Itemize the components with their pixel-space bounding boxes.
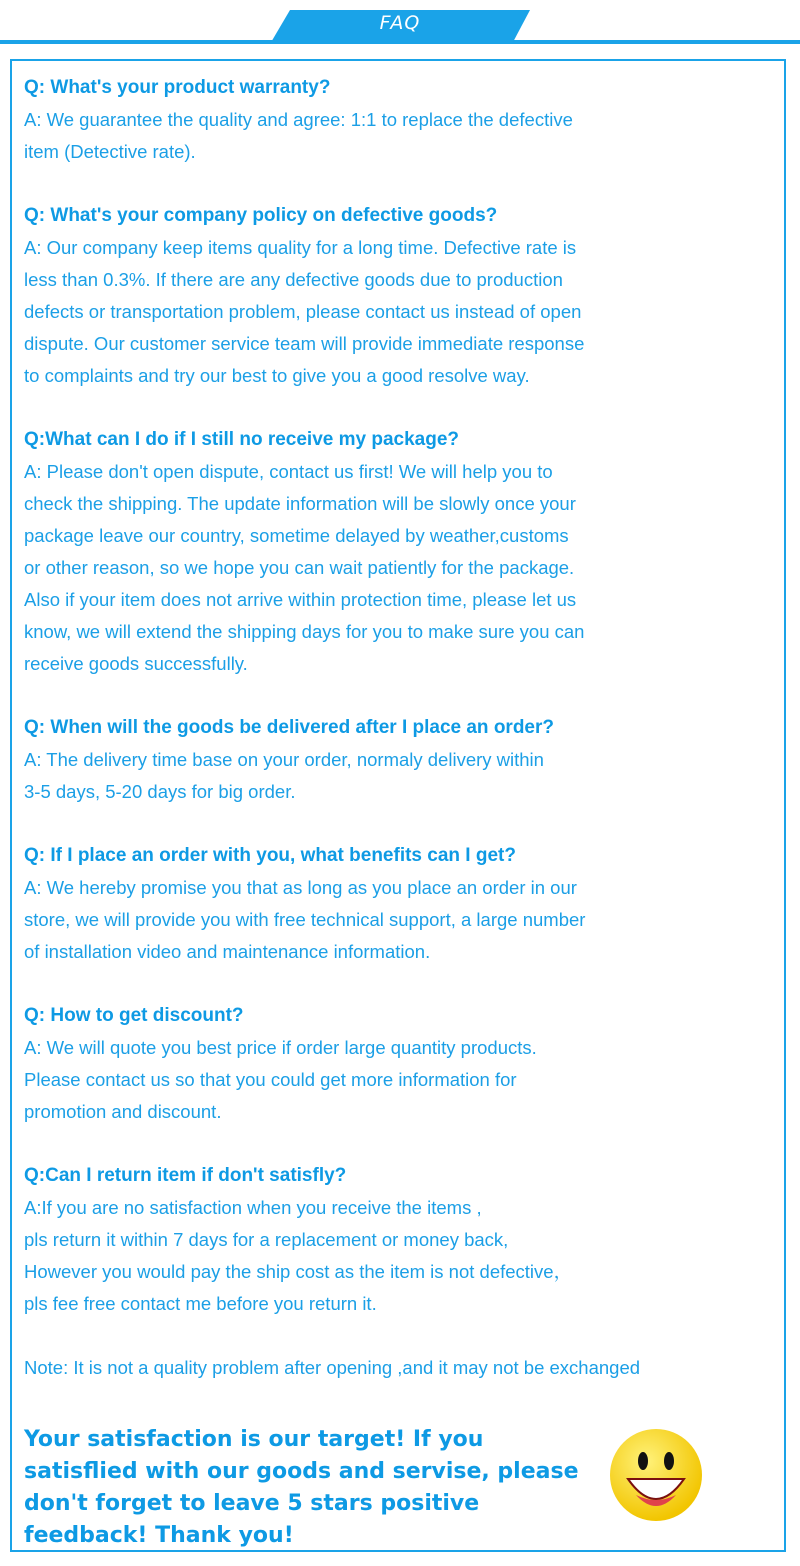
faq-question: Q: How to get discount? [24, 1005, 244, 1026]
faq-question: Q: When will the goods be delivered after I place an order? [24, 717, 554, 738]
faq-item [24, 1160, 764, 1320]
faq-list [24, 72, 764, 1384]
faq-answer: A: We will quote you best price if order large quantity products. Please contact us so that you could get more information for promotion and discount. [24, 1037, 537, 1122]
faq-question: Q: What's your company policy on defective goods? [24, 205, 498, 226]
header-title: FAQ [379, 12, 421, 34]
faq-question: Q:What can I do if I still no receive my package? [24, 429, 460, 450]
faq-item [24, 1000, 764, 1128]
faq-item [24, 200, 764, 392]
faq-answer: A:If you are no satisfaction when you receive the items , pls return it within 7 days for a replacement or money back, However you would pay the ship cost as the item is not defective， pls fee free contact me before you return it. [24, 1197, 573, 1314]
faq-item [24, 72, 764, 168]
faq-answer: A: Please don't open dispute, contact us first! We will help you to check the shipping. The update information will be slowly once your package leave our country, sometime delayed by weather,customs or other reason, so we hope you can wait patiently for the package. Also if your item does not arrive within protection time, please let us know, we will extend the shipping days for you to make sure you can receive goods successfully. [24, 461, 585, 674]
faq-answer: A: We hereby promise you that as long as you place an order in our store, we will provide you with free technical support, a large number of installation video and maintenance information. [24, 877, 586, 962]
faq-item [24, 424, 764, 680]
faq-answer: A: Our company keep items quality for a long time. Defective rate is less than 0.3%. If there are any defective goods due to production defects or transportation problem, please contact us instead of open dispute. Our customer service team will provide immediate response to complaints and try our best to give you a good resolve way. [24, 237, 585, 386]
faq-answer: A: The delivery time base on your order, normaly delivery within 3-5 days, 5-20 days for big order. [24, 749, 544, 802]
faq-header [0, 0, 800, 50]
note-text: Note: It is not a quality problem after opening ,and it may not be exchanged [24, 1357, 641, 1378]
smiley-face-icon [608, 1427, 704, 1523]
faq-item [24, 840, 764, 968]
faq-question: Q: If I place an order with you, what benefits can I get? [24, 845, 516, 866]
faq-question: Q: What's your product warranty? [24, 77, 331, 98]
faq-answer: A: We guarantee the quality and agree: 1:1 to replace the defective item (Detective rate). [24, 109, 573, 162]
closing-message: Your satisfaction is our target! If you satisflied with our goods and servise, please don't forget to leave 5 stars positive feedback! Thank you! [24, 1427, 579, 1548]
faq-item [24, 712, 764, 808]
faq-question: Q:Can I return item if don't satisfly? [24, 1165, 347, 1186]
